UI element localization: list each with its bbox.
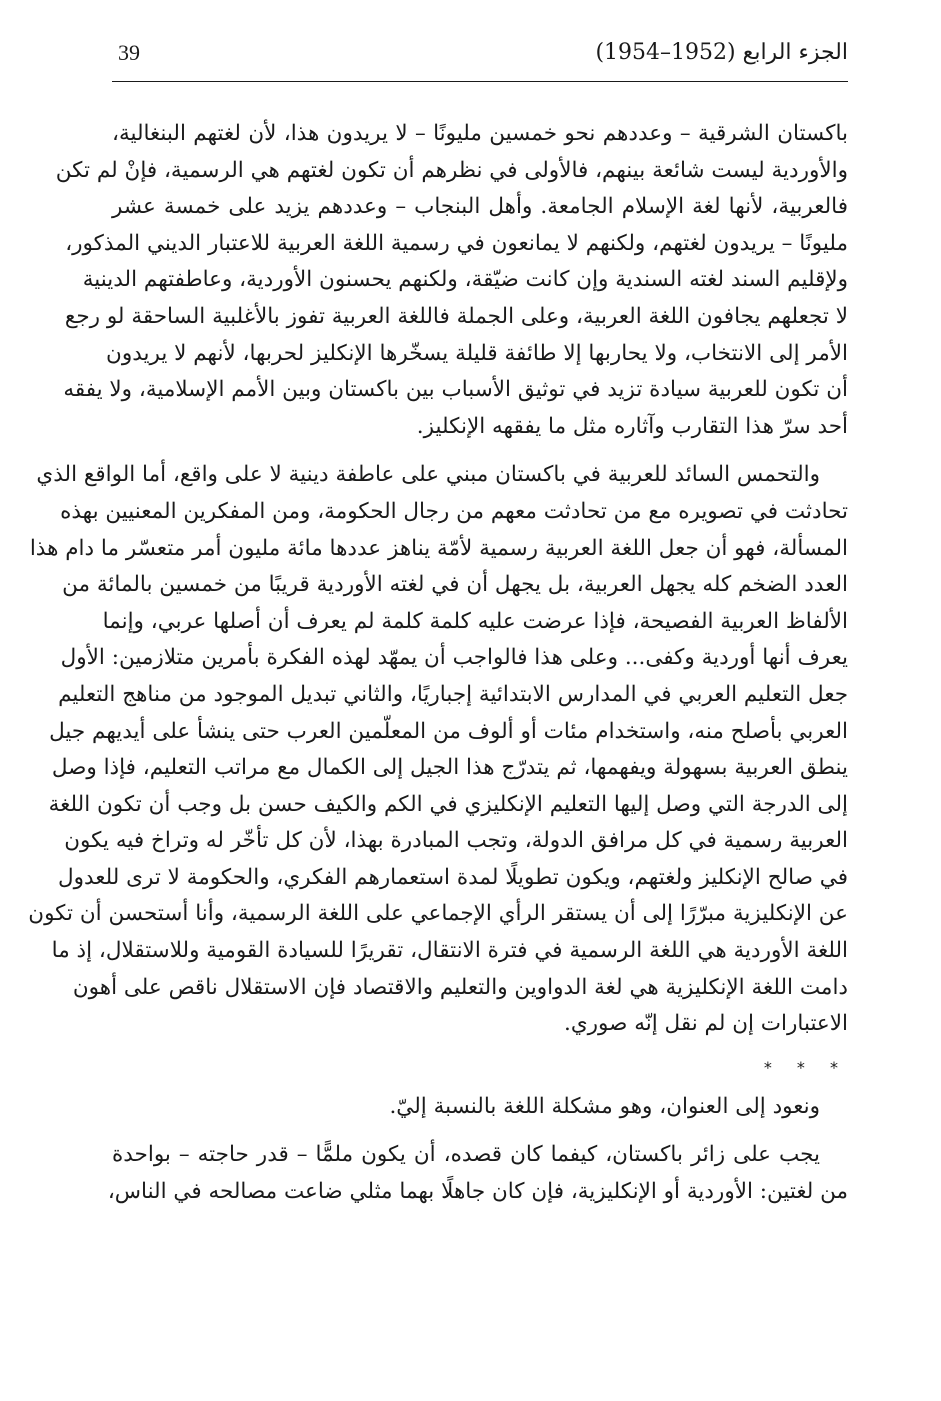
page-header [112, 38, 848, 82]
text-line: العربية رسمية في كل مرافق الدولة، وتجب المبادرة بهذا، لأن كل تأخّر له وتراخ فيه يكون [64, 828, 848, 854]
text-line: في صالح الإنكليز ولغتهم، ويكون تطويلًا لمدة استعمارهم الفكري، والحكومة لا ترى للعدول [58, 864, 848, 890]
paragraph [112, 1089, 848, 1126]
text-line: باكستان الشرقية – وعددهم نحو خمسين مليونًا – لا يريدون هذا، لأن لغتهم البنغالية، [112, 121, 848, 146]
text-line: دامت اللغة الإنكليزية هي لغة الدواوين والتعليم والاقتصاد فإن الاستقلال ناقص على أهون [72, 974, 848, 1000]
text-line: إلى الدرجة التي وصل إليها التعليم الإنكليزي في الكم والكيف حسن بل وجب أن تكون اللغة [48, 791, 848, 817]
text-line: عن الإنكليزية مبرّرًا إلى أن يستقر الرأي الإجماعي على اللغة الرسمية، وأنا أستحسن أن تكون [28, 901, 848, 927]
text-line: لا تجعلهم يجافون اللغة العربية، وعلى الجملة فاللغة العربية تفوز بالأغلبية الساحقة لو رجع [64, 303, 848, 329]
text-line: تحادثت في تصويره مع من تحادثت معهم من رجال الحكومة، ومن المفكرين المعنيين بهذه [60, 498, 848, 524]
text-line: العربي بأصلح منه، واستخدام مئات أو ألوف من المعلّمين العرب حتى ينشأ على أيديهم جيل [49, 718, 848, 744]
text-line: والأوردية ليست شائعة بينهم، فالأولى في نظرهم أن تكون لغتهم هي الرسمية، فإنْ لم تكن [55, 157, 848, 183]
paragraph-gap [112, 445, 848, 457]
text-line: أن تكون للعربية سيادة تزيد في توثيق الأسباب بين باكستان وبين الأمم الإسلامية، ولا يفقه [63, 377, 848, 403]
text-line: العدد الضخم كله يجهل العربية، بل يجهل أن في لغته الأوردية قريبًا من خمسين بالمائة من [62, 572, 848, 598]
paragraph [107, 1137, 848, 1210]
text-line: اللغة الأوردية هي اللغة الرسمية في فترة الانتقال، تقريرًا للسيادة القومية وللاستقلال، إذ ما [51, 938, 848, 964]
text-line: الاعتبارات إن لم نقل إنّه صوري. [563, 1011, 848, 1037]
text-line: الأمر إلى الانتخاب، ولا يحاربها إلا طائفة قليلة يسخّرها الإنكليز لحربها، لأنهم لا يريدون [106, 340, 848, 366]
text-line: والتحمس السائد للعربية في باكستان مبني على عاطفة دينية لا على واقع، أما الواقع الذي [36, 462, 820, 488]
page-number: 39 [118, 40, 140, 65]
body-text [28, 116, 848, 1211]
paragraph-gap [112, 1125, 848, 1137]
text-line: مليونًا – يريدون لغتهم، ولكنهم لا يمانعون في رسمية اللغة العربية للاعتبار الديني المذكور، [65, 230, 848, 256]
text-line: فالعربية، لأنها لغة الإسلام الجامعة. وأهل البنجاب – وعددهم يزيد على خمسة عشر [112, 194, 848, 220]
text-line: الألفاظ العربية الفصيحة، فإذا عرضت عليه كلمة كلمة لم يعرف أن أصلها عربي، وإنما [102, 608, 848, 634]
text-line: من لغتين: الأوردية أو الإنكليزية، فإن كان جاهلًا بهما مثلي ضاعت مصالحه في الناس، [107, 1179, 848, 1205]
text-line: جعل التعليم العربي في المدارس الابتدائية إجباريًا، والثاني تبديل الموجود من مناهج التعليم [58, 681, 848, 707]
text-line: المسألة، فهو أن جعل اللغة العربية رسمية لأمّة يناهز عددها مائة مليون أمر متعسّر ما دام هذا [29, 535, 848, 561]
paragraph [55, 116, 848, 445]
text-line: ينطق العربية بسهولة ويفهمها، ثم يتدرّج هذا الجيل إلى الكمال مع مراتب التعليم، فإذا وصل [51, 755, 848, 781]
text-line: ونعود إلى العنوان، وهو مشكلة اللغة بالنسبة إليّ. [389, 1093, 820, 1119]
text-line: أحد سرّ هذا التقارب وآثاره مثل ما يفقهه الإنكليز. [416, 413, 848, 439]
running-head: الجزء الرابع (1952–1954) [595, 40, 848, 65]
text-line: يجب على زائر باكستان، كيفما كان قصده، أن يكون ملمًّا – قدر حاجته – بواحدة [112, 1142, 820, 1168]
section-separator: * * * [763, 1057, 848, 1077]
text-line: يعرف أنها أوردية وكفى... وعلى هذا فالواجب أن يمهّد لهذه الفكرة بأمرين متلازمين: الأول [60, 645, 848, 671]
text-line: ولإقليم السند لغته السندية وإن كانت ضيّقة، ولكنهم يحسنون الأوردية، وعاطفتهم الدينية [82, 267, 848, 293]
header-rule [112, 81, 848, 82]
paragraph [28, 457, 848, 1043]
